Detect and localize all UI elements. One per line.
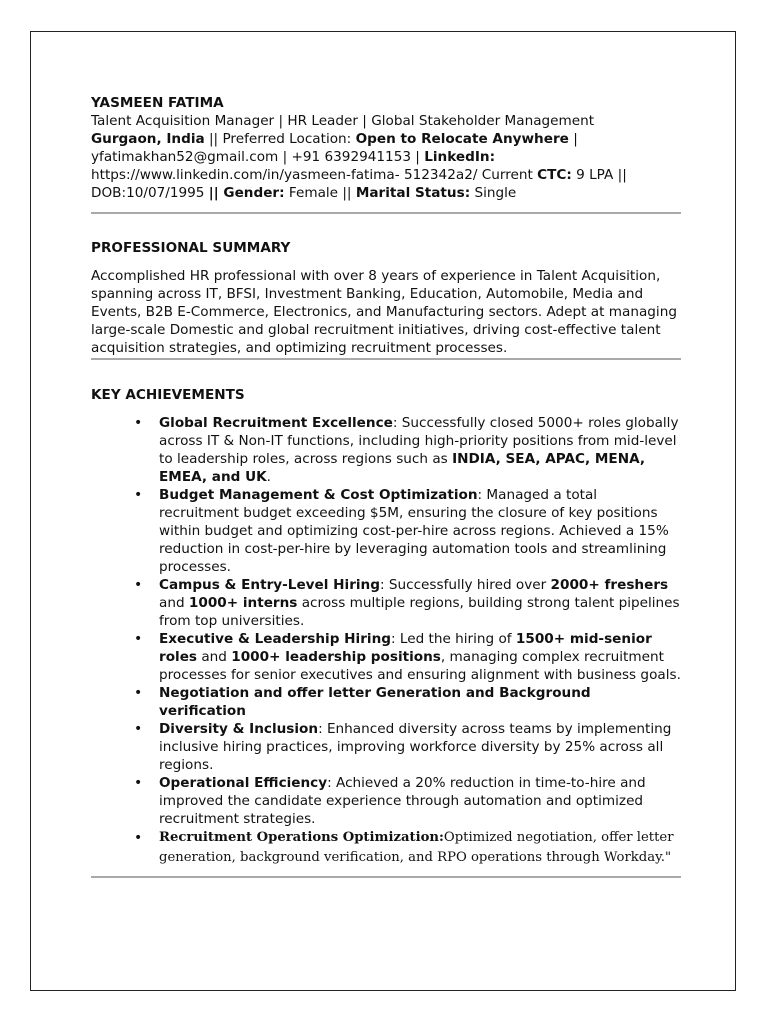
resume-header [91, 94, 681, 202]
achievement-text: across multiple regions, building strong talent pipelines from top universities. [159, 595, 680, 629]
achievement-heading: Diversity & Inclusion [159, 721, 319, 737]
achievement-heading: Operational Efficiency [159, 775, 328, 791]
ctc-label: CTC: [537, 167, 572, 183]
location: Gurgaon, India [91, 131, 205, 147]
achievement-text: and [197, 649, 232, 665]
achievement-text: : Enhanced diversity across teams by implementing inclusive hiring practices, improving workforce diversity by 25% across all regions. [159, 721, 672, 773]
achievement-heading: Global Recruitment Excellence [159, 415, 393, 431]
location-separator: || Preferred Location: [204, 131, 356, 147]
bullet-icon: • [134, 830, 143, 846]
resume-content [91, 94, 681, 878]
bullet-icon: • [134, 721, 143, 737]
gender-value: Female || [284, 185, 356, 201]
document-page [30, 31, 736, 991]
relocation-preference: Open to Relocate Anywhere [355, 131, 569, 147]
divider [91, 358, 681, 360]
list-item [91, 684, 681, 720]
list-item [91, 576, 681, 630]
contact-separator: | [568, 131, 578, 147]
marital-status-label: Marital Status: [355, 185, 471, 201]
bullet-icon: • [134, 631, 143, 647]
linkedin-url: https://www.linkedin.com/in/yasmeen-fatima- 512342a2/ Current [91, 167, 538, 183]
achievements-title: KEY ACHIEVEMENTS [91, 387, 245, 403]
summary-title: PROFESSIONAL SUMMARY [91, 240, 291, 256]
achievement-heading: Campus & Entry-Level Hiring [159, 577, 380, 593]
achievement-heading: Recruitment Operations Optimization: [159, 830, 444, 845]
ctc-value: 9 LPA || [571, 167, 627, 183]
achievement-text: , managing complex recruitment processes for senior executives and ensuring alignment with business goals. [159, 649, 681, 683]
achievement-highlight: INDIA, SEA, APAC, MENA, EMEA, and UK [159, 451, 646, 485]
achievement-highlight: 1000+ leadership positions [231, 649, 441, 665]
achievement-heading: Executive & Leadership Hiring [159, 631, 391, 647]
achievement-highlight: 1500+ mid-senior roles [159, 631, 652, 665]
achievement-text: Optimized negotiation, offer letter generation, background verification, and RPO operations through Workday." [159, 830, 674, 865]
achievement-text: : Led the hiring of [390, 631, 516, 647]
divider [91, 212, 681, 214]
linkedin-label: LinkedIn: [424, 149, 496, 165]
dob: DOB:10/07/1995 [91, 185, 209, 201]
achievement-heading: Budget Management & Cost Optimization [159, 487, 478, 503]
achievement-text: : Successfully closed 5000+ roles globally across IT & Non-IT functions, including high-priority positions from mid-level to leadership roles, across regions such as [159, 415, 679, 467]
bullet-icon: • [134, 775, 143, 791]
candidate-tagline: Talent Acquisition Manager | HR Leader | Global Stakeholder Management [91, 113, 595, 129]
bullet-icon: • [134, 487, 143, 503]
achievements-list [91, 414, 681, 868]
candidate-name: YASMEEN FATIMA [91, 95, 224, 111]
achievement-highlight: 1000+ interns [188, 595, 298, 611]
list-item [91, 774, 681, 828]
gender-label: || Gender: [208, 185, 285, 201]
achievement-text: and [159, 595, 189, 611]
achievement-text: : Successfully hired over [379, 577, 551, 593]
achievement-text: . [266, 469, 271, 485]
summary-text: Accomplished HR professional with over 8 years of experience in Talent Acquisition, spanning across IT, BFSI, Investment Banking, Education, Automobile, Media and Events, B2B E-Commerce, Electronics, and Manufacturing sectors. Adept at managing large-scale Domestic and global recruitment initiatives, driving cost-effective talent acquisition strategies, and optimizing recruitment processes. [91, 268, 677, 356]
list-item [91, 720, 681, 774]
divider [91, 876, 681, 878]
marital-status-value: Single [470, 185, 517, 201]
achievement-highlight: 2000+ freshers [550, 577, 669, 593]
bullet-icon: • [134, 685, 143, 701]
list-item [91, 486, 681, 576]
bullet-icon: • [134, 415, 143, 431]
achievement-heading: Negotiation and offer letter Generation and Background verification [159, 685, 591, 719]
list-item [91, 414, 681, 486]
achievement-text: : Achieved a 20% reduction in time-to-hire and improved the candidate experience through automation and optimized recruitment strategies. [159, 775, 646, 827]
email-phone: yfatimakhan52@gmail.com | +91 6392941153 | [91, 149, 425, 165]
bullet-icon: • [134, 577, 143, 593]
list-item [91, 828, 681, 868]
achievement-text: : Managed a total recruitment budget exceeding $5M, ensuring the closure of key positions within budget and optimizing cost-per-hire across regions. Achieved a 15% reduction in cost-per-hire by leveraging automation tools and streamlining processes. [159, 487, 669, 575]
list-item [91, 630, 681, 684]
contact-details [91, 130, 681, 202]
